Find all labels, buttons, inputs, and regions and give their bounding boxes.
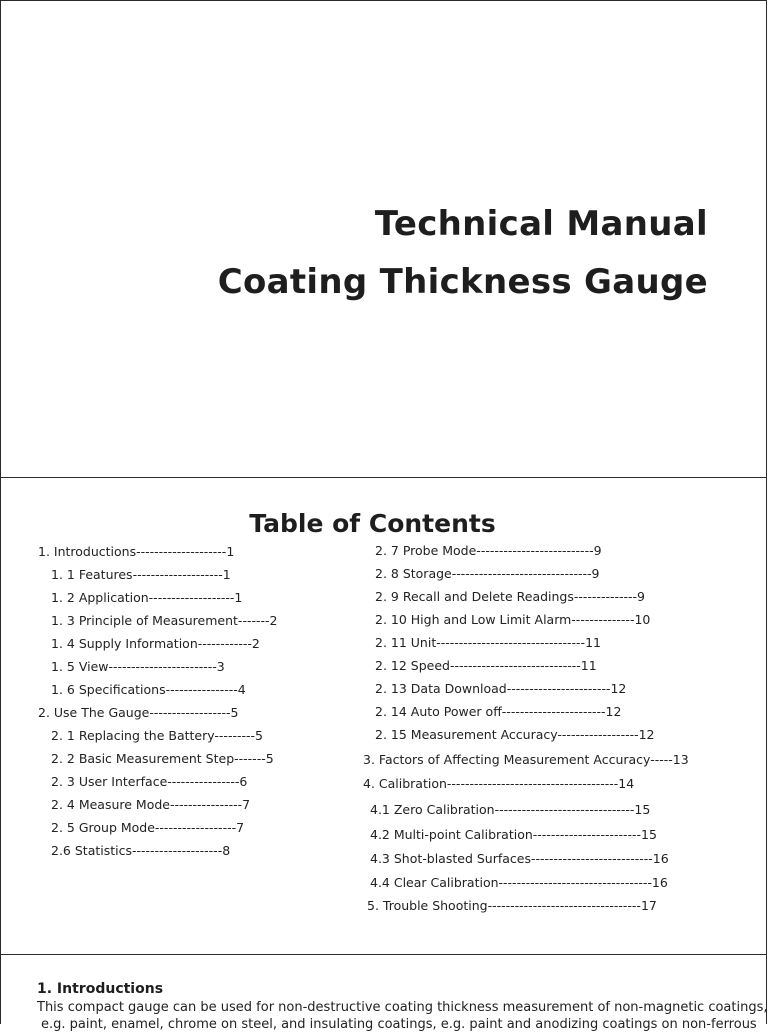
toc-entry[interactable]: 1. 1 Features--------------------1: [51, 567, 231, 582]
toc-entry[interactable]: 2. 13 Data Download-----------------------12: [375, 681, 627, 696]
toc-entry[interactable]: 2. 12 Speed-----------------------------11: [375, 658, 597, 673]
toc-entry[interactable]: 2. Use The Gauge------------------5: [38, 705, 239, 720]
toc-entry[interactable]: 4.2 Multi-point Calibration------------------------15: [370, 827, 657, 842]
toc-entry[interactable]: 1. 2 Application-------------------1: [51, 590, 243, 605]
toc-entry[interactable]: 2. 3 User Interface----------------6: [51, 774, 248, 789]
toc-entry[interactable]: 4. Calibration--------------------------------------14: [363, 776, 635, 791]
intro-paragraph-line-2: e.g. paint, enamel, chrome on steel, and insulating coatings, e.g. paint and anodizing coatings on non-ferrous: [41, 1017, 757, 1032]
toc-page: [0, 477, 767, 955]
toc-entry[interactable]: 2.6 Statistics--------------------8: [51, 843, 231, 858]
toc-entry[interactable]: 2. 14 Auto Power off-----------------------12: [375, 704, 622, 719]
toc-entry[interactable]: 3. Factors of Affecting Measurement Accuracy-----13: [363, 752, 689, 767]
cover-title-line-2: Coating Thickness Gauge: [217, 262, 708, 302]
toc-entry[interactable]: 2. 11 Unit---------------------------------11: [375, 635, 601, 650]
toc-entry[interactable]: 2. 15 Measurement Accuracy------------------12: [375, 727, 655, 742]
toc-entry[interactable]: 2. 1 Replacing the Battery---------5: [51, 728, 263, 743]
toc-entry[interactable]: 1. 6 Specifications----------------4: [51, 682, 246, 697]
toc-title: Table of Contents: [249, 509, 496, 538]
toc-entry[interactable]: 5. Trouble Shooting----------------------------------17: [367, 898, 657, 913]
toc-entry[interactable]: 4.3 Shot-blasted Surfaces---------------------------16: [370, 851, 669, 866]
toc-entry[interactable]: 2. 2 Basic Measurement Step-------5: [51, 751, 274, 766]
toc-entry[interactable]: 1. Introductions--------------------1: [38, 544, 235, 559]
intro-paragraph-line-1: This compact gauge can be used for non-destructive coating thickness measurement of non-magnetic coatings,: [37, 1000, 768, 1015]
toc-entry[interactable]: 1. 5 View------------------------3: [51, 659, 225, 674]
toc-entry[interactable]: 4.4 Clear Calibration----------------------------------16: [370, 875, 668, 890]
toc-entry[interactable]: 2. 9 Recall and Delete Readings--------------9: [375, 589, 645, 604]
toc-entry[interactable]: 4.1 Zero Calibration-------------------------------15: [370, 802, 651, 817]
section-heading: 1. Introductions: [37, 981, 164, 997]
toc-entry[interactable]: 1. 3 Principle of Measurement-------2: [51, 613, 278, 628]
toc-entry[interactable]: 2. 5 Group Mode------------------7: [51, 820, 245, 835]
toc-entry[interactable]: 2. 7 Probe Mode--------------------------9: [375, 543, 602, 558]
cover-page: [0, 0, 767, 478]
toc-entry[interactable]: 1. 4 Supply Information------------2: [51, 636, 260, 651]
toc-entry[interactable]: 2. 8 Storage-------------------------------9: [375, 566, 600, 581]
toc-entry[interactable]: 2. 10 High and Low Limit Alarm--------------10: [375, 612, 651, 627]
introduction-page: [0, 954, 768, 1032]
cover-title-line-1: Technical Manual: [374, 204, 708, 244]
toc-entry[interactable]: 2. 4 Measure Mode----------------7: [51, 797, 251, 812]
